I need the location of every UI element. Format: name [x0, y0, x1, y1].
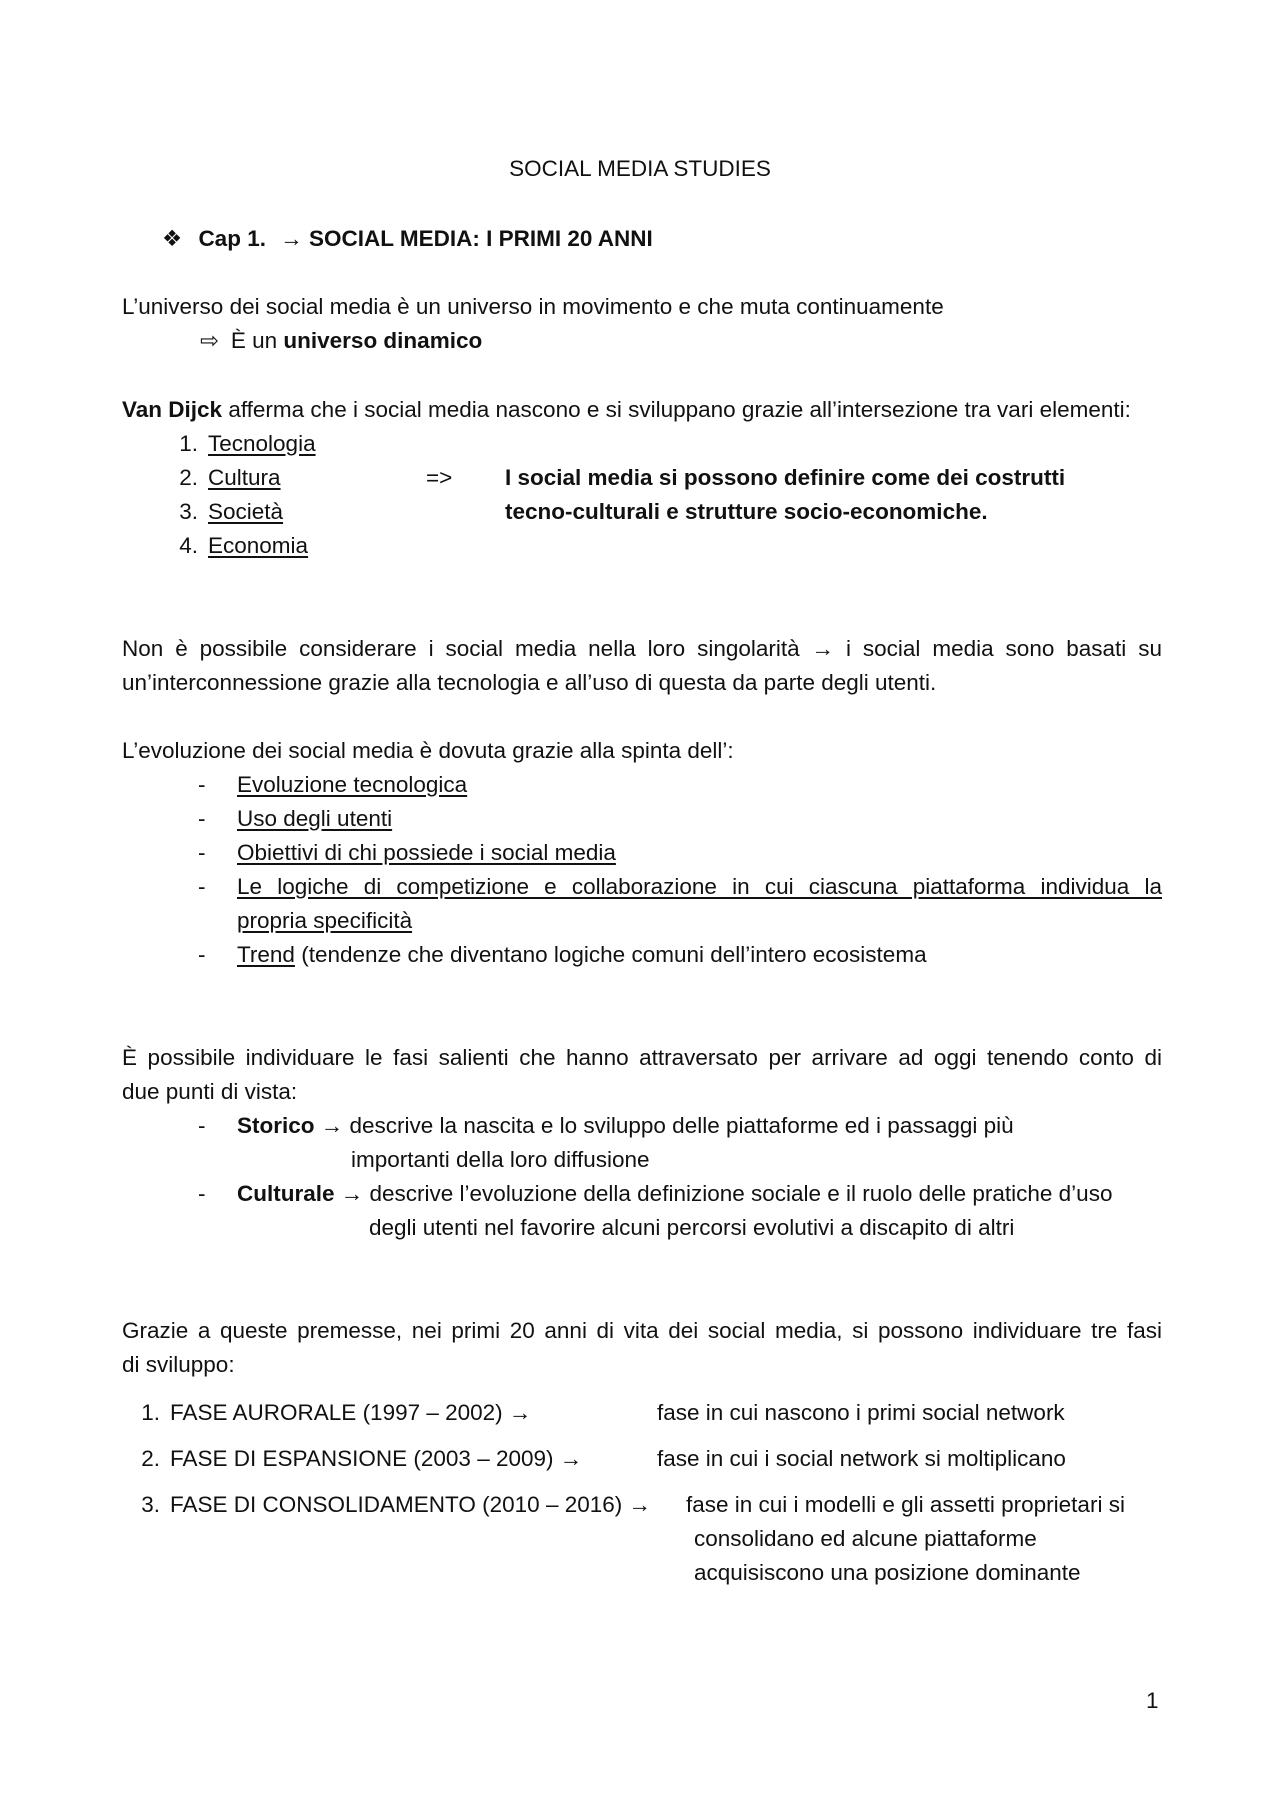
van-dijck-item-label: Tecnologia: [208, 431, 316, 456]
phase-item: 1. FASE AURORALE (1997 – 2002) →: [141, 1400, 532, 1425]
fasi-sviluppo-line-2: di sviluppo:: [122, 1352, 235, 1377]
diamond-bullet-icon: ❖: [162, 226, 183, 251]
phase-name: FASE DI CONSOLIDAMENTO (2010 – 2016) →: [170, 1492, 652, 1517]
list-item-label: Uso degli utenti: [237, 806, 393, 831]
singolarita-line-1: Non è possibile considerare i social media nella loro singolarità → i social media sono basati su: [122, 636, 1162, 661]
van-dijck-conclusion-1: I social media si possono definire come dei costrutti: [505, 465, 1066, 490]
culturale-cont: degli utenti nel favorire alcuni percorsi evolutivi a discapito di altri: [369, 1215, 1015, 1240]
phase-desc: fase in cui i modelli e gli assetti proprietari si: [686, 1492, 1125, 1517]
storico-text: → descrive la nascita e lo sviluppo delle piattaforme ed i passaggi più: [314, 1113, 1014, 1138]
van-dijck-name: Van Dijck: [122, 397, 223, 422]
van-dijck-item-label: Società: [208, 499, 284, 524]
list-item-label: [237, 938, 927, 972]
van-dijck-item-label: Cultura: [208, 465, 281, 490]
van-dijck-conclusion-2: tecno-culturali e strutture socio-economiche.: [505, 499, 988, 524]
page-title: SOCIAL MEDIA STUDIES: [509, 156, 771, 181]
chapter-label: Cap 1.: [198, 226, 266, 251]
van-dijck-item: 2. Cultura: [179, 465, 281, 490]
storico-line: [237, 1109, 1014, 1143]
van-dijck-item: 1. Tecnologia: [179, 431, 316, 456]
phase-name: FASE AURORALE (1997 – 2002) →: [170, 1400, 532, 1425]
fasi-sviluppo-line-1: Grazie a queste premesse, nei primi 20 anni di vita dei social media, si possono individuare tre fasi: [122, 1318, 1162, 1343]
list-item-label: Evoluzione tecnologica: [237, 772, 468, 797]
phase-desc: fase in cui nascono i primi social network: [657, 1400, 1065, 1425]
intro-line: L’universo dei social media è un universo in movimento e che muta continuamente: [122, 294, 944, 319]
fasi-salienti-line-2: due punti di vista:: [122, 1079, 298, 1104]
evoluzione-intro: L’evoluzione dei social media è dovuta grazie alla spinta dell’:: [122, 738, 734, 763]
phase-item: 3. FASE DI CONSOLIDAMENTO (2010 – 2016) →: [141, 1492, 652, 1517]
trend-text: (tendenze che diventano logiche comuni dell’intero ecosistema: [294, 942, 927, 967]
culturale-text: → descrive l’evoluzione della definizione sociale e il ruolo delle pratiche d’uso: [334, 1181, 1113, 1206]
singolarita-line-2: un’interconnessione grazie alla tecnologia e all’uso di questa da parte degli utenti.: [122, 670, 937, 695]
van-dijck-text: afferma che i social media nascono e si sviluppano grazie all’intersezione tra vari elementi:: [222, 397, 1131, 422]
van-dijck-line: [122, 393, 1131, 427]
culturale-line: [237, 1177, 1112, 1211]
trend-label: Trend: [237, 942, 295, 967]
phase-item: 2. FASE DI ESPANSIONE (2003 – 2009) →: [141, 1446, 583, 1471]
intro-sub: [200, 324, 482, 358]
phase-desc: fase in cui i social network si moltiplicano: [657, 1446, 1066, 1471]
culturale-label: Culturale: [237, 1181, 335, 1206]
list-item-label: Obiettivi di chi possiede i social media: [237, 840, 616, 865]
van-dijck-item: 3. Società: [179, 499, 284, 524]
van-dijck-item-label: Economia: [208, 533, 309, 558]
page-number: 1: [1146, 1688, 1159, 1713]
phase-desc-cont: consolidano ed alcune piattaforme: [694, 1526, 1037, 1551]
phase-desc-cont: acquisiscono una posizione dominante: [694, 1560, 1081, 1585]
list-item-label-cont: propria specificità: [237, 908, 413, 933]
document-page: SOCIAL MEDIA STUDIES ❖ Cap 1. → SOCIAL MEDIA: I PRIMI 20 ANNI L’universo dei social media è un universo in movimento e che muta continuamente ⇨ È un universo dinamico Van Dijck afferma che i social media nascono e si sviluppano grazie all’intersezione tra vari elementi: 1. Tecnologia 2. Cultura 3. Società 4. Economia => I social media si possono definire come dei costrutti tecno-culturali e strutture socio-economiche. Non è possibile considerare i social media nella loro singolarità → i social media sono basati su un’interconnessione grazie alla tecnologia e all’uso di questa da parte degli utenti. L’evoluzione dei social media è dovuta grazie alla spinta dell’: - Evoluzione tecnologica - Uso degli utenti - Obiettivi di chi possiede i social media - Le logiche di competizione e collaborazione in cui ciascuna piattaforma individua la propria specificità - Trend (tendenze che diventano logiche comuni dell’intero ecosistema È possibile individuare le fasi salienti che hanno attraversato per arrivare ad oggi tenendo conto di due punti di vista: - Storico → descrive la nascita e lo sviluppo delle piattaforme ed i passaggi più importanti della loro diffusione - Culturale → descrive l’evoluzione della definizione sociale e il ruolo delle pratiche d’uso degli utenti nel favorire alcuni percorsi evolutivi a discapito di altri Grazie a queste premesse, nei primi 20 anni di vita dei social media, si possono individuare tre fasi di sviluppo: 1. FASE AURORALE (1997 – 2002) → fase in cui nascono i primi social network 2. FASE DI ESPANSIONE (2003 – 2009) → fase in cui i social network si moltiplicano 3. FASE DI CONSOLIDAMENTO (2010 – 2016) → fase in cui i modelli e gli assetti proprietari si consolidano ed alcune piattaforme acquisiscono una posizione dominante 1: [0, 0, 1280, 1811]
implies-symbol: =>: [426, 465, 453, 490]
chapter-title: SOCIAL MEDIA: I PRIMI 20 ANNI: [309, 226, 653, 251]
storico-label: Storico: [237, 1113, 315, 1138]
intro-sub-bold: universo dinamico: [283, 328, 483, 353]
hollow-arrow-icon: ⇨: [200, 328, 219, 353]
van-dijck-item: 4. Economia: [179, 533, 309, 558]
fasi-salienti-line-1: È possibile individuare le fasi salienti che hanno attraversato per arrivare ad oggi tenendo conto di: [122, 1045, 1162, 1070]
list-item-label: Le logiche di competizione e collaborazione in cui ciascuna piattaforma individua la: [237, 874, 1162, 899]
phase-name: FASE DI ESPANSIONE (2003 – 2009) →: [170, 1446, 583, 1471]
arrow-right-icon: →: [280, 226, 303, 251]
intro-sub-prefix: È un: [230, 328, 284, 353]
storico-cont: importanti della loro diffusione: [351, 1147, 650, 1172]
chapter-heading: [162, 222, 653, 256]
